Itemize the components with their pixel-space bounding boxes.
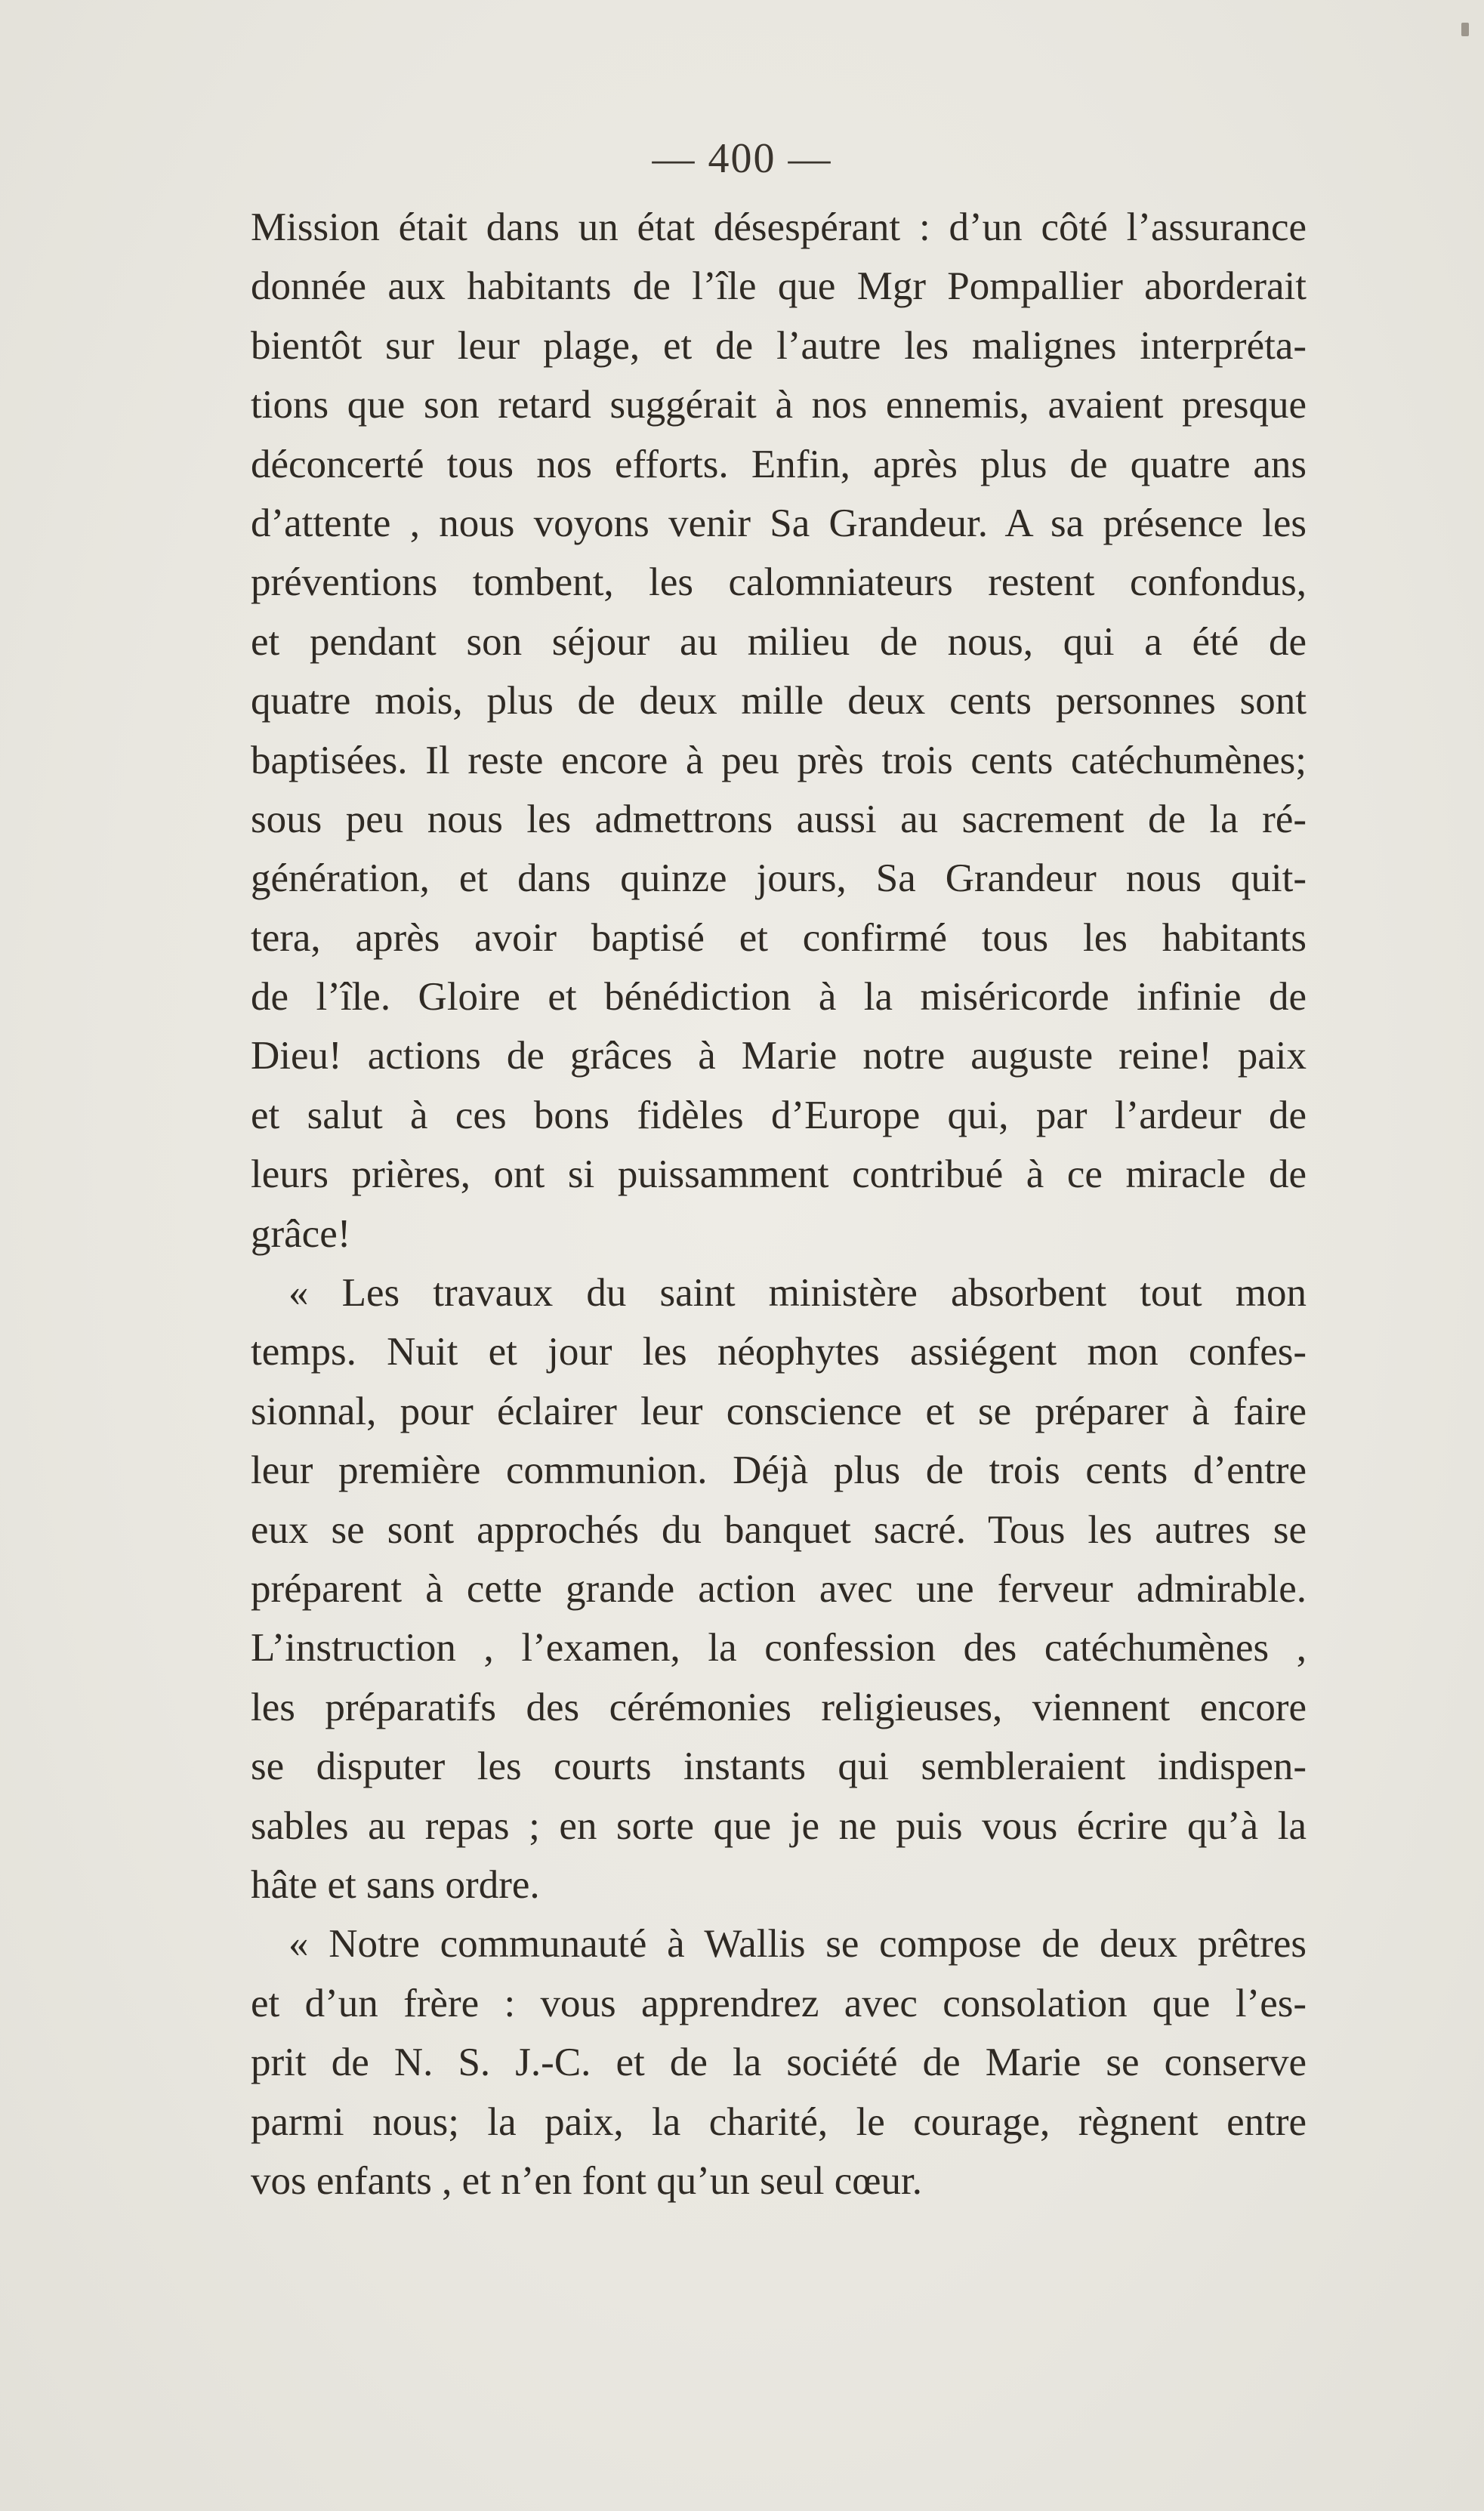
- text-line: et d’un frère : vous apprendrez avec consolation que l’es-: [251, 1981, 1307, 2025]
- text-line: parmi nous; la paix, la charité, le courage, règnent entre: [251, 2099, 1307, 2144]
- text-line: Dieu! actions de grâces à Marie notre auguste reine! paix: [251, 1034, 1307, 1078]
- text-line: L’instruction , l’examen, la confession des catéchumènes ,: [251, 1626, 1307, 1670]
- text-line: préventions tombent, les calomniateurs restent confondus,: [251, 560, 1307, 605]
- text-line: sionnal, pour éclairer leur conscience et se préparer à faire: [251, 1389, 1307, 1433]
- text-line: prit de N. S. J.-C. et de la société de Marie se conserve: [251, 2041, 1307, 2085]
- text-line: hâte et sans ordre.: [251, 1862, 540, 1907]
- text-line: tions que son retard suggérait à nos ennemis, avaient presque: [251, 383, 1307, 427]
- text-line: d’attente , nous voyons venir Sa Grandeur. A sa présence les: [251, 501, 1307, 545]
- text-line: bientôt sur leur plage, et de l’autre les malignes interpréta-: [251, 323, 1307, 368]
- text-line: « Notre communauté à Wallis se compose de deux prêtres: [288, 1922, 1307, 1967]
- text-line: vos enfants , et n’en font qu’un seul cœur.: [251, 2158, 923, 2203]
- text-line: et salut à ces bons fidèles d’Europe qui, par l’ardeur de: [251, 1093, 1307, 1137]
- scan-mark: [1461, 23, 1469, 36]
- text-line: temps. Nuit et jour les néophytes assiégent mon confes-: [251, 1330, 1307, 1374]
- text-line: tera, après avoir baptisé et confirmé tous les habitants: [251, 915, 1307, 960]
- text-line: les préparatifs des cérémonies religieuses, viennent encore: [251, 1685, 1307, 1729]
- text-line: sous peu nous les admettrons aussi au sacrement de la ré-: [251, 797, 1307, 841]
- body-text: [251, 198, 1307, 2210]
- text-line: se disputer les courts instants qui sembleraient indispen-: [251, 1744, 1307, 1789]
- text-line: baptisées. Il reste encore à peu près trois cents catéchumènes;: [251, 738, 1307, 782]
- text-line: quatre mois, plus de deux mille deux cents personnes sont: [251, 679, 1307, 723]
- text-line: et pendant son séjour au milieu de nous, qui a été de: [251, 619, 1307, 664]
- text-line: donnée aux habitants de l’île que Mgr Pompallier aborderait: [251, 264, 1307, 309]
- text-line: génération, et dans quinze jours, Sa Grandeur nous quit-: [251, 856, 1307, 901]
- text-line: préparent à cette grande action avec une ferveur admirable.: [251, 1566, 1307, 1611]
- text-line: de l’île. Gloire et bénédiction à la miséricorde infinie de: [251, 975, 1307, 1020]
- text-line: leurs prières, ont si puissamment contribué à ce miracle de: [251, 1152, 1307, 1197]
- text-line: « Les travaux du saint ministère absorbent tout mon: [288, 1271, 1307, 1316]
- text-line: leur première communion. Déjà plus de trois cents d’entre: [251, 1448, 1307, 1493]
- text-line: déconcerté tous nos efforts. Enfin, après plus de quatre ans: [251, 442, 1307, 486]
- text-line: Mission était dans un état désespérant : d’un côté l’assurance: [251, 205, 1307, 249]
- text-line: sables au repas ; en sorte que je ne puis vous écrire qu’à la: [251, 1803, 1307, 1848]
- page-number: — 400 —: [652, 135, 832, 182]
- text-line: eux se sont approchés du banquet sacré. Tous les autres se: [251, 1507, 1307, 1552]
- text-line: grâce!: [251, 1211, 351, 1256]
